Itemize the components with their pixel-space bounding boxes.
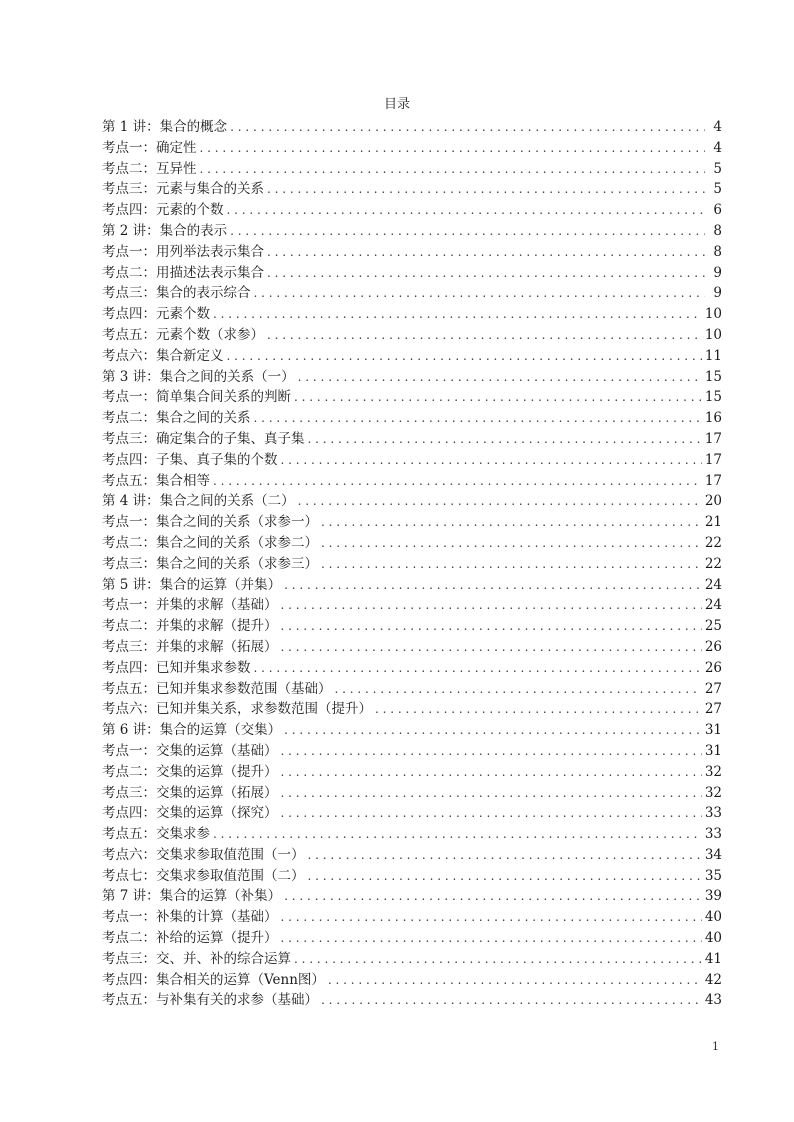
toc-entry-page-number: 41 (704, 950, 722, 967)
toc-entry-label: 考点四：集合相关的运算（Venn图） (102, 971, 325, 988)
toc-entry-page-number: 22 (704, 534, 722, 551)
toc-entry-page-number: 4 (713, 119, 722, 135)
dot-leader (213, 824, 702, 845)
toc-entry-label: 考点二：补给的运算（提升） (102, 930, 278, 947)
toc-entry-label: 第 2 讲：集合的表示 (102, 222, 228, 239)
toc-entry[interactable] (102, 720, 722, 741)
dot-leader (281, 783, 702, 804)
toc-entry-label: 考点三：集合的表示综合 (102, 285, 251, 302)
toc-entry-label: 考点一：并集的求解（基础） (102, 597, 278, 614)
toc-entry-page-number: 22 (704, 555, 722, 572)
dot-leader (254, 283, 706, 304)
dot-leader (254, 658, 702, 679)
dot-leader (267, 263, 705, 284)
dot-leader (308, 866, 702, 887)
toc-entry-label: 考点二：并集的求解（提升） (102, 618, 278, 635)
toc-entry-label: 考点一：用列举法表示集合 (102, 243, 264, 260)
toc-entry-page-number: 10 (704, 326, 722, 343)
toc-entry-page-number: 26 (704, 659, 722, 676)
toc-entry-label: 考点三：元素与集合的关系 (102, 181, 264, 198)
toc-entry[interactable] (102, 616, 722, 637)
toc-entry-label: 考点三：交集的运算（拓展） (102, 784, 278, 801)
toc-entry[interactable] (102, 221, 722, 242)
toc-entry-page-number: 31 (704, 742, 722, 759)
toc-entry-label: 考点六：集合新定义 (102, 347, 224, 364)
page-number: 1 (712, 1040, 719, 1053)
dot-leader (321, 512, 702, 533)
toc-entry[interactable] (102, 283, 722, 304)
toc-entry[interactable] (102, 949, 722, 970)
toc-entry-label: 考点四：元素个数 (102, 306, 210, 323)
toc-entry[interactable] (102, 762, 722, 783)
toc-entry-page-number: 5 (713, 181, 722, 198)
toc-entry-page-number: 25 (704, 618, 722, 635)
toc-entry[interactable] (102, 387, 722, 408)
toc-entry[interactable] (102, 138, 722, 159)
toc-entry-page-number: 40 (704, 909, 722, 926)
dot-leader (281, 907, 702, 928)
toc-entry-label: 第 5 讲：集合的运算（并集） (102, 576, 282, 593)
toc-entry-label: 考点五：已知并集求参数范围（基础） (102, 680, 332, 697)
toc-entry-label: 考点二：互异性 (102, 160, 197, 177)
toc-entry[interactable] (102, 990, 722, 1011)
toc-entry[interactable] (102, 533, 722, 554)
dot-leader (328, 970, 702, 991)
toc-entry[interactable] (102, 637, 722, 658)
toc-entry[interactable] (102, 159, 722, 180)
toc-entry-page-number: 4 (713, 139, 722, 156)
toc-entry-label: 考点一：确定性 (102, 139, 197, 156)
dot-leader (281, 637, 702, 658)
dot-leader (294, 949, 702, 970)
toc-entry-page-number: 8 (713, 243, 722, 260)
toc-entry-page-number: 9 (713, 264, 722, 281)
dot-leader (227, 346, 702, 367)
dot-leader (375, 699, 702, 720)
toc-entry-label: 考点三：确定集合的子集、真子集 (102, 430, 305, 447)
toc-entry-page-number: 10 (704, 306, 722, 323)
toc-entry-label: 第 1 讲：集合的概念 (102, 119, 228, 135)
toc-entry-label: 考点二：交集的运算（提升） (102, 763, 278, 780)
toc-entry[interactable] (102, 408, 722, 429)
dot-leader (321, 533, 702, 554)
toc-entry-page-number: 35 (704, 867, 722, 884)
toc-entry-label: 考点五：集合相等 (102, 472, 210, 489)
dot-leader (308, 845, 702, 866)
toc-entry-page-number: 9 (713, 285, 722, 302)
toc-entry-page-number: 24 (704, 576, 722, 593)
toc-entry-page-number: 33 (704, 826, 722, 843)
toc-entry-page-number: 31 (704, 722, 722, 739)
toc-entry[interactable] (102, 117, 722, 138)
toc-entry[interactable] (102, 845, 722, 866)
toc-entry-page-number: 16 (704, 410, 722, 427)
toc-entry-label: 考点一：简单集合间关系的判断 (102, 389, 291, 406)
toc-entry-label: 考点一：集合之间的关系（求参一） (102, 514, 318, 531)
dot-leader (213, 471, 702, 492)
toc-entry[interactable] (102, 886, 722, 907)
toc-entry-page-number: 6 (713, 202, 722, 219)
toc-entry-label: 考点五：元素个数（求参） (102, 326, 264, 343)
toc-entry-label: 考点一：交集的运算（基础） (102, 742, 278, 759)
toc-entry-label: 考点一：补集的计算（基础） (102, 909, 278, 926)
toc-entry-label: 考点三：并集的求解（拓展） (102, 638, 278, 655)
toc-entry-page-number: 11 (704, 347, 722, 364)
toc-entry[interactable] (102, 346, 722, 367)
toc-entry[interactable] (102, 824, 722, 845)
toc-entry[interactable] (102, 907, 722, 928)
toc-entry[interactable] (102, 367, 722, 388)
toc-entry-page-number: 5 (713, 160, 722, 177)
toc-entry-label: 考点二：集合之间的关系 (102, 410, 251, 427)
toc-entry-label: 考点四：子集、真子集的个数 (102, 451, 278, 468)
dot-leader (267, 325, 702, 346)
toc-entry-label: 考点七：交集求参取值范围（二） (102, 867, 305, 884)
toc-entry-page-number: 43 (704, 992, 722, 1009)
toc-entry[interactable] (102, 200, 722, 221)
toc-entry[interactable] (102, 679, 722, 700)
dot-leader (284, 720, 702, 741)
toc-entry-label: 考点六：已知并集关系，求参数范围（提升） (102, 701, 372, 718)
toc-entry[interactable] (102, 512, 722, 533)
dot-leader (200, 138, 706, 159)
toc-entry-page-number: 17 (704, 472, 722, 489)
dot-leader (298, 491, 702, 512)
dot-leader (281, 803, 702, 824)
toc-entry[interactable] (102, 741, 722, 762)
toc-entry[interactable] (102, 970, 722, 991)
toc-entry-label: 考点四：已知并集求参数 (102, 659, 251, 676)
dot-leader (294, 387, 702, 408)
toc-entry[interactable] (102, 179, 722, 200)
toc-entry-label: 考点四：元素的个数 (102, 202, 224, 219)
toc-entry-page-number: 42 (704, 971, 722, 988)
toc-entry-page-number: 17 (704, 430, 722, 447)
toc-entry-page-number: 20 (704, 493, 722, 510)
toc-entry[interactable] (102, 304, 722, 325)
dot-leader (335, 679, 702, 700)
toc-entry[interactable] (102, 866, 722, 887)
toc-entry[interactable] (102, 263, 722, 284)
toc-entry-label: 考点三：集合之间的关系（求参三） (102, 555, 318, 572)
toc-entry[interactable] (102, 242, 722, 263)
toc-entry[interactable] (102, 575, 722, 596)
toc-entry[interactable] (102, 491, 722, 512)
dot-leader (284, 575, 702, 596)
dot-leader (321, 990, 702, 1011)
toc-entry-page-number: 15 (704, 368, 722, 385)
toc-entry[interactable] (102, 325, 722, 346)
toc-entry-page-number: 39 (704, 888, 722, 905)
toc-entry-page-number: 21 (704, 514, 722, 531)
dot-leader (230, 221, 705, 242)
dot-leader (281, 616, 702, 637)
toc-entry-page-number: 40 (704, 930, 722, 947)
toc-entry-label: 考点四：交集的运算（探究） (102, 805, 278, 822)
toc-title: 目录 (383, 97, 410, 112)
toc-entry-page-number: 34 (704, 846, 722, 863)
toc-entry-label: 第 6 讲：集合的运算（交集） (102, 722, 282, 739)
toc-entry[interactable] (102, 450, 722, 471)
dot-leader (200, 159, 706, 180)
toc-entry-label: 第 4 讲：集合之间的关系（二） (102, 493, 295, 510)
toc-entry[interactable] (102, 699, 722, 720)
dot-leader (281, 595, 702, 616)
toc-entry-label: 考点五：交集求参 (102, 826, 210, 843)
toc-entry-page-number: 32 (704, 784, 722, 801)
dot-leader (308, 429, 702, 450)
toc-entry-page-number: 26 (704, 638, 722, 655)
dot-leader (227, 200, 706, 221)
toc-entry-page-number: 8 (713, 222, 722, 239)
toc-entry-page-number: 24 (704, 597, 722, 614)
dot-leader (298, 367, 702, 388)
dot-leader (321, 554, 702, 575)
toc-entry-page-number: 32 (704, 763, 722, 780)
toc-entry-label: 第 7 讲：集合的运算（补集） (102, 888, 282, 905)
toc-entry-page-number: 27 (704, 701, 722, 718)
toc-entry[interactable] (102, 471, 722, 492)
toc-entry-label: 考点三：交、并、补的综合运算 (102, 950, 291, 967)
toc-entry-label: 考点六：交集求参取值范围（一） (102, 846, 305, 863)
toc-entry-label: 考点五：与补集有关的求参（基础） (102, 992, 318, 1009)
dot-leader (281, 450, 702, 471)
toc-entry[interactable] (102, 803, 722, 824)
dot-leader (267, 242, 705, 263)
toc-entry-label: 考点二：用描述法表示集合 (102, 264, 264, 281)
toc-entry-label: 考点二：集合之间的关系（求参二） (102, 534, 318, 551)
toc-list (102, 117, 722, 1011)
dot-leader (284, 886, 702, 907)
toc-entry[interactable] (102, 928, 722, 949)
toc-entry[interactable] (102, 783, 722, 804)
toc-entry[interactable] (102, 658, 722, 679)
toc-entry[interactable] (102, 429, 722, 450)
dot-leader (281, 762, 702, 783)
toc-entry-page-number: 27 (704, 680, 722, 697)
toc-entry[interactable] (102, 595, 722, 616)
dot-leader (267, 179, 705, 200)
toc-entry-page-number: 33 (704, 805, 722, 822)
dot-leader (281, 741, 702, 762)
toc-entry-label: 第 3 讲：集合之间的关系（一） (102, 368, 295, 385)
dot-leader (213, 304, 702, 325)
toc-entry-page-number: 17 (704, 451, 722, 468)
toc-entry[interactable] (102, 554, 722, 575)
dot-leader (230, 117, 705, 138)
dot-leader (254, 408, 702, 429)
dot-leader (281, 928, 702, 949)
toc-entry-page-number: 15 (704, 389, 722, 406)
